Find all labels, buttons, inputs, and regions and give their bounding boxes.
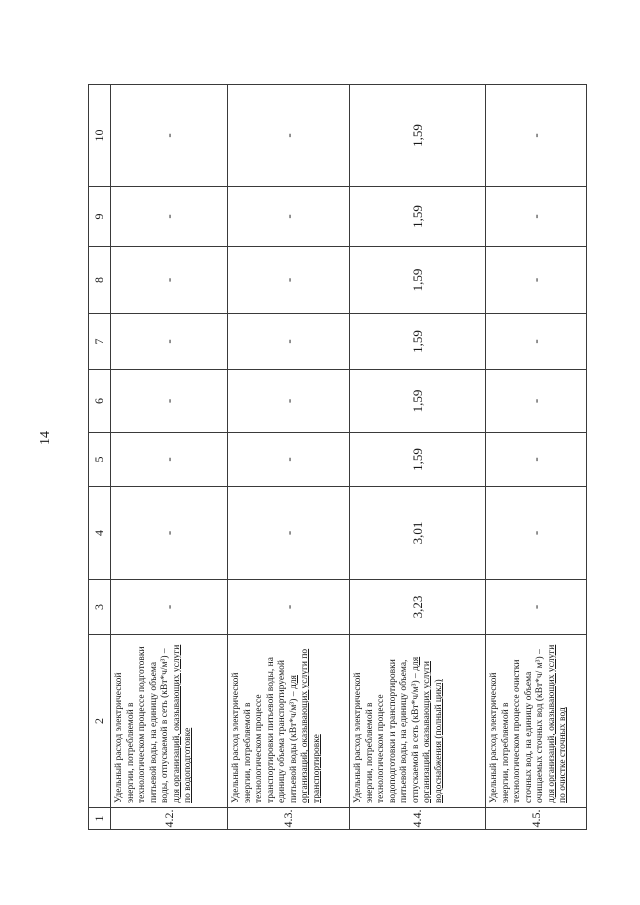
value-cell: - <box>111 314 228 370</box>
value-cell: 3,01 <box>350 487 486 580</box>
description-underlined-text: для организаций, оказывающих услуги по транспортировке <box>288 648 323 803</box>
value-cell: - <box>111 187 228 247</box>
column-header: 3 <box>89 580 111 635</box>
column-header: 10 <box>89 85 111 187</box>
value-cell: - <box>111 85 228 187</box>
table-row <box>350 85 486 830</box>
column-header: 2 <box>89 635 111 808</box>
value-cell: 1,59 <box>350 187 486 247</box>
value-cell: - <box>486 314 587 370</box>
value-cell: - <box>486 433 587 487</box>
row-number: 4.3. <box>228 808 350 830</box>
table-row <box>486 85 587 830</box>
value-cell: - <box>228 247 350 314</box>
value-cell: - <box>111 487 228 580</box>
value-cell: 1,59 <box>350 85 486 187</box>
row-number: 4.5. <box>486 808 587 830</box>
description-text: Удельный расход электрической энергии, потребляемой в технологическом процессе транспортировки питьевой воды, на единицу объема транспортируемой питьевой воды (кВт*ч/м³) – <box>231 657 299 803</box>
description-text: Удельный расход электрической энергии, потребляемой в технологическом процессе подготовки питьевой воды, на единицу объема воды, отпускаемой в сеть (кВт*ч/м³) – <box>114 646 171 803</box>
column-header: 5 <box>89 433 111 487</box>
value-cell: 1,59 <box>350 247 486 314</box>
value-cell: - <box>111 580 228 635</box>
rotated-table-container <box>88 85 586 830</box>
description-text: Удельный расход электрической энергии, потребляемой в технологическом процессе очистки сточных вод, на единицу объема очищаемых сточных вод (кВт*ч/ м³) – <box>489 649 546 803</box>
value-cell: - <box>111 370 228 433</box>
energy-consumption-table <box>88 84 587 830</box>
column-header: 8 <box>89 247 111 314</box>
row-description <box>350 635 486 808</box>
column-header: 1 <box>89 808 111 830</box>
row-description <box>228 635 350 808</box>
column-header: 6 <box>89 370 111 433</box>
value-cell: 3,23 <box>350 580 486 635</box>
value-cell: 1,59 <box>350 370 486 433</box>
column-header: 4 <box>89 487 111 580</box>
value-cell: - <box>228 487 350 580</box>
description-text: Удельный расход электрической энергии, потребляемой в технологическом процессе водоподготовки и транспортировки питьевой воды, на единицу объема, отпускаемой в сеть (кВт*ч/м³) – <box>353 659 421 803</box>
table-row <box>111 85 228 830</box>
description-underlined-text: для организаций, оказывающих услуги водоснабжения (полный цикл) <box>410 656 445 803</box>
value-cell: 1,59 <box>350 314 486 370</box>
value-cell: - <box>111 247 228 314</box>
description-underlined-text: для организаций, оказывающих услуги по очистке сточных вод <box>546 644 569 803</box>
row-description <box>111 635 228 808</box>
row-number: 4.4. <box>350 808 486 830</box>
value-cell: - <box>486 187 587 247</box>
value-cell: - <box>486 487 587 580</box>
value-cell: - <box>228 187 350 247</box>
value-cell: - <box>486 580 587 635</box>
value-cell: - <box>486 85 587 187</box>
description-underlined-text: для организаций, оказывающих услуги по водоподготовке <box>171 644 194 803</box>
value-cell: - <box>228 433 350 487</box>
value-cell: - <box>486 370 587 433</box>
value-cell: 1,59 <box>350 433 486 487</box>
value-cell: - <box>486 247 587 314</box>
page-number: 14 <box>38 431 53 445</box>
column-header: 7 <box>89 314 111 370</box>
value-cell: - <box>228 370 350 433</box>
table-row <box>228 85 350 830</box>
header-row <box>89 85 111 830</box>
value-cell: - <box>228 85 350 187</box>
value-cell: - <box>111 433 228 487</box>
value-cell: - <box>228 580 350 635</box>
column-header: 9 <box>89 187 111 247</box>
row-number: 4.2. <box>111 808 228 830</box>
value-cell: - <box>228 314 350 370</box>
row-description <box>486 635 587 808</box>
